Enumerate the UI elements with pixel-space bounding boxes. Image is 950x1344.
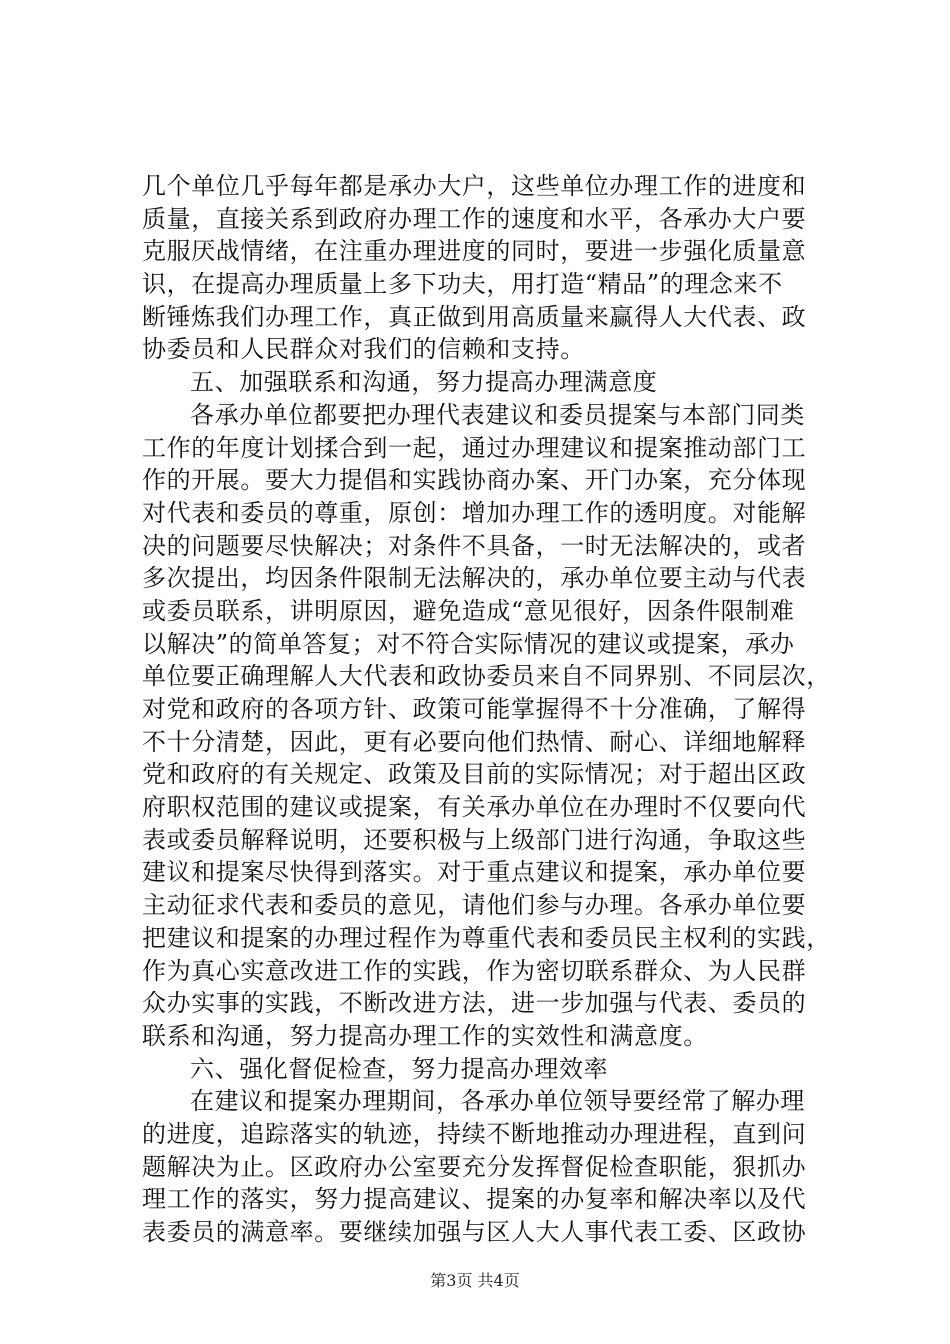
- text-line: 主动征求代表和委员的意见，请他们参与办理。各承办单位要: [142, 891, 807, 920]
- text-line: 或委员联系，讲明原因，避免造成“意见很好，因条件限制难: [142, 596, 795, 625]
- text-line: 各承办单位都要把办理代表建议和委员提案与本部门同类: [190, 400, 805, 429]
- text-line: 府职权范围的建议或提案，有关承办单位在办理时不仅要向代: [142, 793, 807, 822]
- text-line: 多次提出，均因条件限制无法解决的，承办单位要主动与代表: [142, 564, 807, 593]
- text-line: 建议和提案尽快得到落实。对于重点建议和提案，承办单位要: [142, 858, 807, 887]
- text-line: 党和政府的有关规定、政策及目前的实际情况；对于超出区政: [142, 760, 807, 789]
- text-line: 的进度，追踪落实的轨迹，持续不断地推动办理进程，直到问: [142, 1119, 807, 1148]
- text-line: 联系和沟通，努力提高办理工作的实效性和满意度。: [142, 1021, 708, 1050]
- text-line: 克服厌战情绪，在注重办理进度的同时，要进一步强化质量意: [142, 237, 807, 266]
- text-line: 工作的年度计划揉合到一起，通过办理建议和提案推动部门工: [142, 433, 807, 462]
- text-line: 把建议和提案的办理过程作为尊重代表和委员民主权利的实践，: [142, 923, 831, 952]
- text-line: 表委员的满意率。要继续加强与区人大人事代表工委、区政协: [142, 1218, 807, 1246]
- text-line: 以解决”的简单答复；对不符合实际情况的建议或提案，承办: [142, 629, 795, 658]
- text-line: 不十分清楚，因此，更有必要向他们热情、耐心、详细地解释: [142, 727, 807, 756]
- text-line: 表或委员解释说明，还要积极与上级部门进行沟通，争取这些: [142, 825, 807, 854]
- text-line: 作的开展。要大力提倡和实践协商办案、开门办案，充分体现: [142, 466, 807, 495]
- text-line: 协委员和人民群众对我们的信赖和支持。: [142, 335, 585, 364]
- text-line: 识，在提高办理质量上多下功夫，用打造“精品”的理念来不: [142, 270, 783, 299]
- page-footer: 第3页 共4页: [430, 1271, 520, 1290]
- text-line: 在建议和提案办理期间，各承办单位领导要经常了解办理: [190, 1087, 805, 1116]
- text-line: 对代表和委员的尊重，原创：增加办理工作的透明度。对能解: [142, 498, 807, 527]
- text-line: 六、强化督促检查，努力提高办理效率: [190, 1054, 609, 1083]
- text-line: 断锤炼我们办理工作，真正做到用高质量来赢得人大代表、政: [142, 302, 807, 331]
- text-line: 几个单位几乎每年都是承办大户，这些单位办理工作的进度和: [142, 172, 807, 200]
- text-line: 理工作的落实，努力提高建议、提案的办复率和解决率以及代: [142, 1185, 807, 1214]
- text-line: 对党和政府的各项方针、政策可能掌握得不十分准确，了解得: [142, 695, 807, 723]
- document-body: [142, 170, 831, 1249]
- text-line: 单位要正确理解人大代表和政协委员来自不同界别、不同层次，: [142, 662, 831, 691]
- text-line: 作为真心实意改进工作的实践，作为密切联系群众、为人民群: [142, 956, 807, 985]
- text-line: 质量，直接关系到政府办理工作的速度和水平，各承办大户要: [142, 204, 807, 233]
- text-line: 众办实事的实践，不断改进方法，进一步加强与代表、委员的: [142, 989, 807, 1018]
- text-line: 决的问题要尽快解决；对条件不具备，一时无法解决的，或者: [142, 531, 807, 560]
- text-line: 题解决为止。区政府办公室要充分发挥督促检查职能，狠抓办: [142, 1152, 807, 1181]
- text-line: 五、加强联系和沟通，努力提高办理满意度: [190, 368, 658, 397]
